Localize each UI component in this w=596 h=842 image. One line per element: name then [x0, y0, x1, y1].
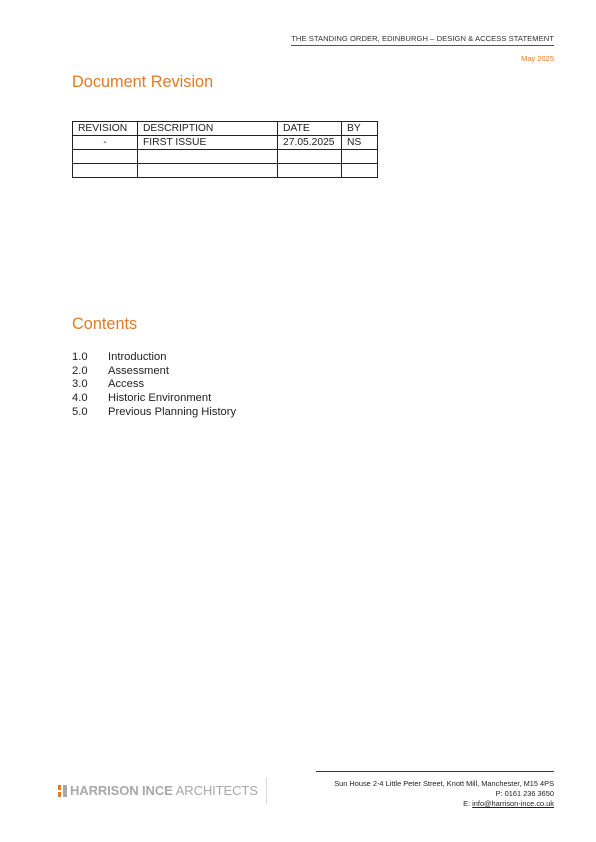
footer-divider — [266, 778, 267, 804]
item-label: Previous Planning History — [108, 405, 237, 418]
phone-line: P: 0161 236 3650 — [495, 789, 554, 799]
list-item[interactable] — [72, 406, 236, 420]
cell-by — [342, 150, 378, 164]
address-line: Sun House 2-4 Little Peter Street, Knott Mill, Manchester, M15 4PS — [334, 779, 554, 788]
revision-table — [72, 121, 378, 178]
contents-heading: Contents — [72, 315, 138, 333]
email-prefix: E: — [463, 799, 473, 809]
cell-description: FIRST ISSUE — [138, 136, 278, 150]
item-number: 5.0 — [72, 405, 88, 418]
revision-header-row — [73, 122, 378, 136]
logo-text-light: ARCHITECTS — [175, 783, 258, 798]
item-label: Assessment — [108, 364, 169, 377]
footer-rule — [316, 771, 554, 772]
col-header-by: BY — [342, 122, 378, 136]
item-number: 1.0 — [72, 351, 88, 363]
item-label: Historic Environment — [108, 392, 212, 405]
revision-heading: Document Revision — [72, 73, 214, 91]
list-item[interactable] — [72, 365, 236, 379]
list-item[interactable] — [72, 392, 236, 406]
cell-date — [278, 164, 342, 178]
col-header-revision: REVISION — [73, 122, 138, 136]
table-row — [73, 150, 378, 164]
header-title: THE STANDING ORDER, EDINBURGH – DESIGN & ACCESS STATEMENT — [291, 34, 554, 46]
cell-date — [278, 150, 342, 164]
cell-revision — [73, 150, 138, 164]
item-number: 4.0 — [72, 392, 88, 405]
cell-description — [138, 150, 278, 164]
email-line — [334, 799, 554, 809]
item-number: 2.0 — [72, 364, 88, 377]
item-label: Access — [108, 378, 145, 391]
item-number: 3.0 — [72, 378, 88, 391]
list-item[interactable] — [72, 351, 236, 365]
header-date: May 2025 — [521, 54, 554, 63]
cell-date: 27.05.2025 — [278, 136, 342, 150]
logo-text-bold: HARRISON INCE — [70, 783, 173, 798]
footer-address — [334, 779, 554, 810]
contents-list — [72, 351, 236, 419]
cell-description — [138, 164, 278, 178]
table-row — [73, 136, 378, 150]
cell-by — [342, 164, 378, 178]
cell-revision: - — [73, 136, 138, 150]
company-logo — [58, 783, 258, 798]
item-label: Introduction — [108, 351, 167, 363]
col-header-date: DATE — [278, 122, 342, 136]
email-link[interactable]: info@harrison-ince.co.uk — [472, 799, 554, 809]
cell-by: NS — [342, 136, 378, 150]
logo-mark-icon — [58, 785, 67, 797]
cell-revision — [73, 164, 138, 178]
list-item[interactable] — [72, 378, 236, 392]
col-header-description: DESCRIPTION — [138, 122, 278, 136]
table-row — [73, 164, 378, 178]
